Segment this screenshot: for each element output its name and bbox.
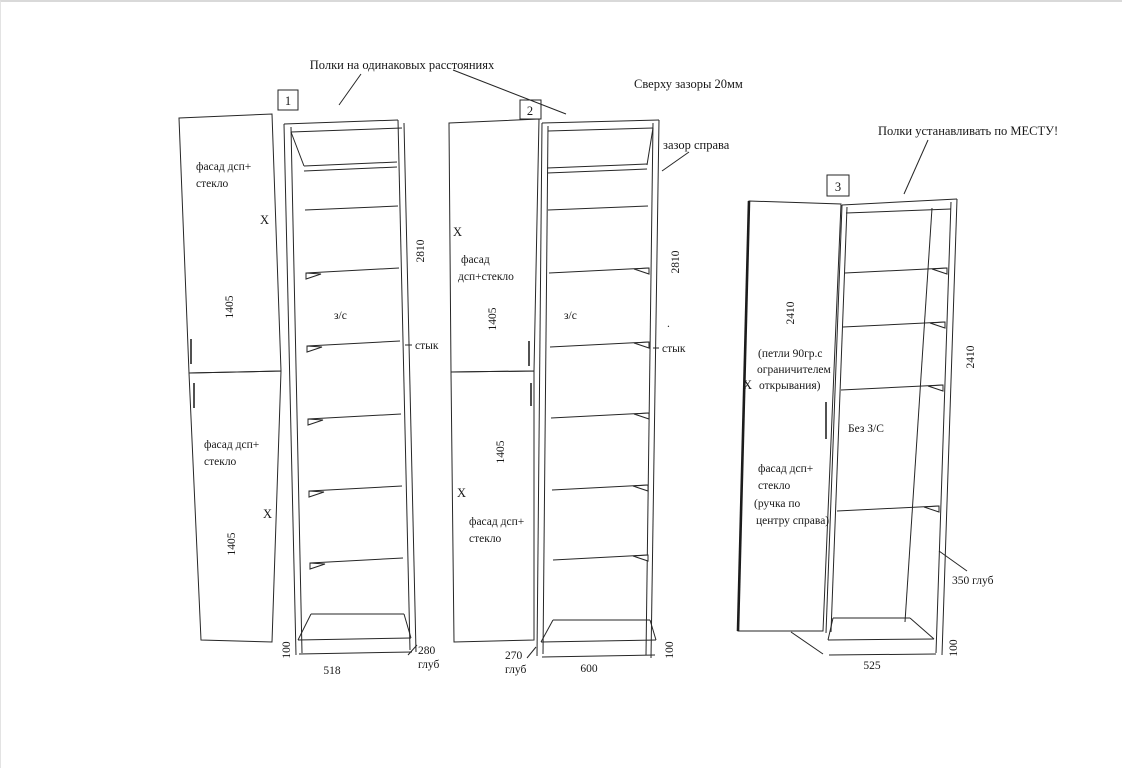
cabinet-2-upper-door-facade-2: дсп+стекло: [458, 271, 514, 283]
cabinet-3-door-hinge-edge: [738, 201, 749, 631]
cabinet-1-labels: [196, 161, 439, 677]
cabinet-3-handle-note-2: центру справа): [756, 515, 830, 527]
item-box-1-number: 1: [284, 94, 292, 108]
gap-right-note: зазор справа: [663, 138, 730, 152]
cabinet-1-upper-door-height-dim: 1405: [224, 295, 236, 319]
cabinet-2-upper-door-facade-1: фасад: [461, 254, 490, 266]
cabinet-3-hinge-note-1: (петли 90гр.с: [758, 348, 823, 360]
cabinet-2: [449, 119, 686, 676]
cabinet-3-door-facade-2: стекло: [758, 480, 791, 492]
cabinet-2-upper-door-hinge-mark: X: [453, 225, 463, 239]
cabinet-1-depth-dim: 280: [418, 645, 436, 657]
cabinet-3-plinth-dim: 100: [948, 639, 960, 657]
equal-shelves-leader-left: [339, 74, 361, 105]
cabinet-1-doors: [179, 114, 281, 642]
cabinet-2-lower-door-hinge-mark: X: [457, 486, 467, 500]
cabinet-1-lower-door-height-dim: 1405: [226, 532, 238, 556]
cabinet-3-height-dim: 2410: [965, 345, 977, 369]
cabinet-2-lower-door-height-dim: 1405: [495, 440, 507, 464]
cabinet-1: [179, 114, 439, 677]
cabinet-2-body: [537, 120, 659, 658]
cabinet-2-lower-door-facade-2: стекло: [469, 533, 502, 545]
cabinet-1-upper-door-facade-2: стекло: [196, 178, 229, 190]
cabinet-3-labels: [743, 301, 994, 672]
equal-shelves-leader-right: [453, 70, 566, 114]
cabinet-1-height-dim: 2810: [415, 239, 427, 263]
cabinet-drawing-canvas: [1, 2, 1122, 768]
cabinet-1-back-label: з/с: [334, 310, 347, 322]
cabinet-2-back-label: з/с: [564, 310, 577, 322]
cabinet-2-depth-dim: 270: [505, 650, 523, 662]
cabinet-1-depth-unit: глуб: [418, 659, 440, 671]
cabinet-3-width-dim: 525: [863, 660, 881, 672]
cabinet-2-joint-label: стык: [662, 343, 686, 355]
cabinet-1-upper-door-facade-1: фасад дсп+: [196, 161, 252, 173]
item-box-3: [827, 175, 849, 196]
cabinet-3-door-height-dim: 2410: [785, 301, 797, 325]
cabinet-3-no-back-label: Без З/С: [848, 423, 884, 435]
cabinet-2-lower-door: [451, 371, 534, 642]
cabinet-3-hinge-note-2: ограничителем: [757, 364, 831, 376]
top-gaps-note: Сверху зазоры 20мм: [634, 77, 743, 91]
item-box-1: [278, 90, 298, 110]
cabinet-1-plinth-dim: 100: [281, 641, 293, 659]
cabinet-1-lower-door-hinge-mark: X: [263, 507, 273, 521]
cabinet-2-plinth-dim: 100: [664, 641, 676, 659]
cabinet-2-depth-leader: [527, 647, 536, 658]
cabinet-3-depth-dim: 350 глуб: [952, 575, 994, 587]
cabinet-3-door-facade-1: фасад дсп+: [758, 463, 814, 475]
cabinet-3-door-hinge-mark: X: [743, 378, 753, 392]
item-box-2-number: 2: [526, 104, 534, 118]
cabinet-1-lower-door-facade-2: стекло: [204, 456, 237, 468]
install-note: Полки устанавливать по МЕСТУ!: [878, 124, 1059, 138]
cabinet-3: [738, 199, 994, 672]
cabinet-2-lower-door-facade-1: фасад дсп+: [469, 516, 525, 528]
annotation-install-note: [878, 124, 1058, 194]
cabinet-1-upper-door: [179, 114, 281, 373]
cabinet-1-upper-door-hinge-mark: X: [260, 213, 270, 227]
cabinet-1-joint-label: стык: [415, 340, 439, 352]
cabinet-2-height-dim: 2810: [670, 250, 682, 274]
item-box-3-number: 3: [834, 180, 842, 194]
cabinet-2-upper-door: [449, 119, 539, 372]
cabinet-1-width-dim: 518: [323, 665, 341, 677]
cabinet-1-body: [284, 120, 416, 655]
cabinet-2-doors: [449, 119, 539, 642]
gap-right-leader: [662, 152, 689, 171]
cabinet-3-door: [738, 201, 841, 631]
cabinet-2-stray-period: .: [667, 318, 670, 330]
cabinet-2-depth-unit: глуб: [505, 664, 527, 676]
annotation-gap-right: [662, 138, 730, 171]
equal-shelves-note: Полки на одинаковых расстояниях: [309, 58, 495, 72]
cabinet-1-lower-door-facade-1: фасад дсп+: [204, 439, 260, 451]
cabinet-3-handle-note-1: (ручка по: [754, 498, 801, 510]
cabinet-2-upper-door-height-dim: 1405: [487, 307, 499, 331]
cabinet-2-width-dim: 600: [580, 663, 598, 675]
cabinet-3-hinge-note-3: открывания): [759, 380, 821, 392]
cabinet-3-depth-leader: [939, 551, 967, 571]
install-note-leader: [904, 140, 928, 194]
